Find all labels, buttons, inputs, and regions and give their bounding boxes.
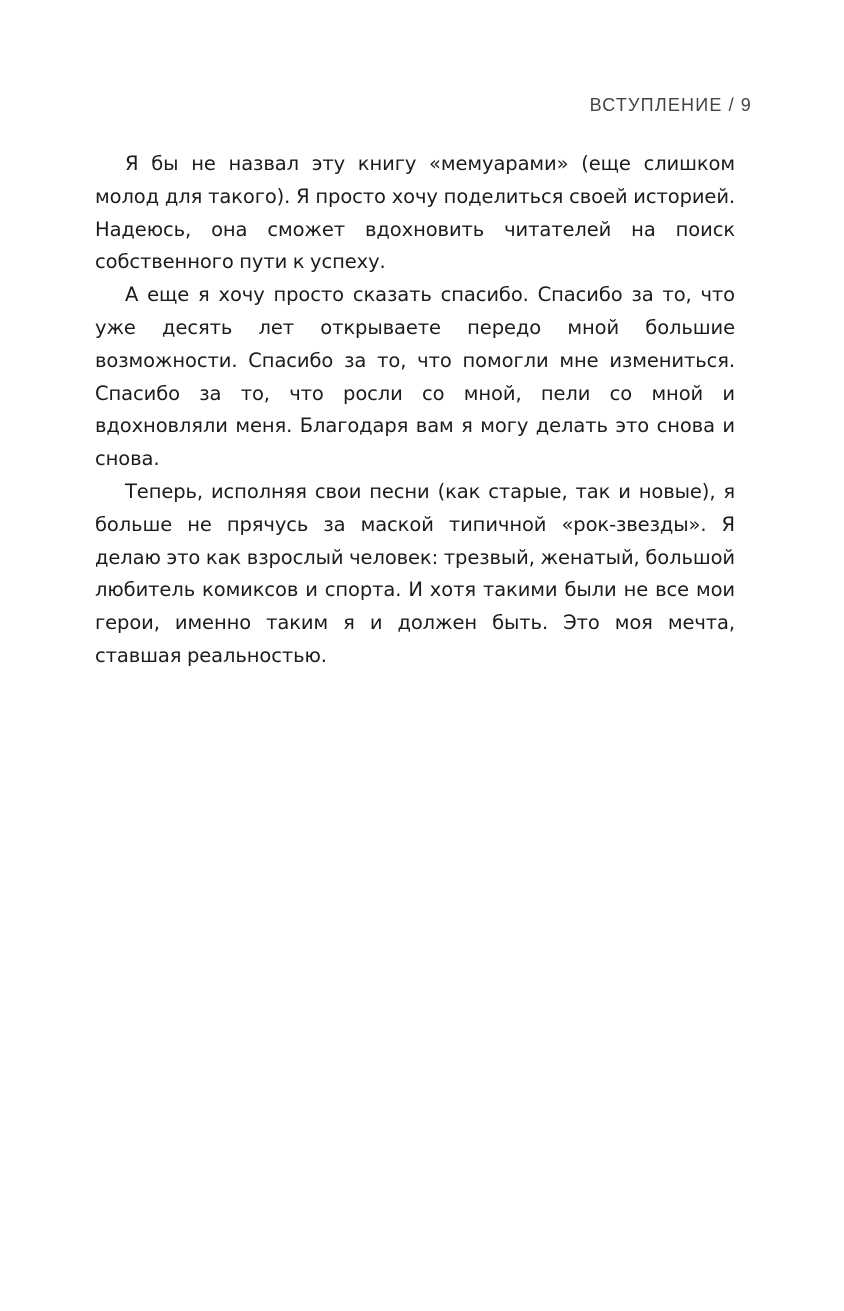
- running-header: [590, 95, 752, 116]
- header-separator: /: [728, 95, 735, 115]
- page-number: 9: [740, 95, 752, 115]
- paragraph: А еще я хочу просто сказать спасибо. Спасибо за то, что уже десять лет открываете передо мной большие возможности. Спасибо за то, что помогли мне измениться. Спасибо за то, что росли со мной, пели со мной и вдохновляли меня. Благодаря вам я могу делать это снова и снова.: [95, 283, 735, 471]
- body-text: [95, 148, 735, 673]
- paragraph: Я бы не назвал эту книгу «мемуарами» (еще слишком молод для такого). Я просто хочу поделиться своей историей. Надеюсь, она сможет вдохновить читателей на поиск собственного пути к успеху.: [95, 152, 735, 274]
- paragraph: Теперь, исполняя свои песни (как старые, так и новые), я больше не прячусь за маской типичной «рок-звезды». Я делаю это как взрослый человек: трезвый, женатый, большой любитель комиксов и спорта. И хотя такими были не все мои герои, именно таким я и должен быть. Это моя мечта, ставшая реальностью.: [95, 479, 735, 667]
- section-title: ВСТУПЛЕНИЕ: [589, 95, 723, 115]
